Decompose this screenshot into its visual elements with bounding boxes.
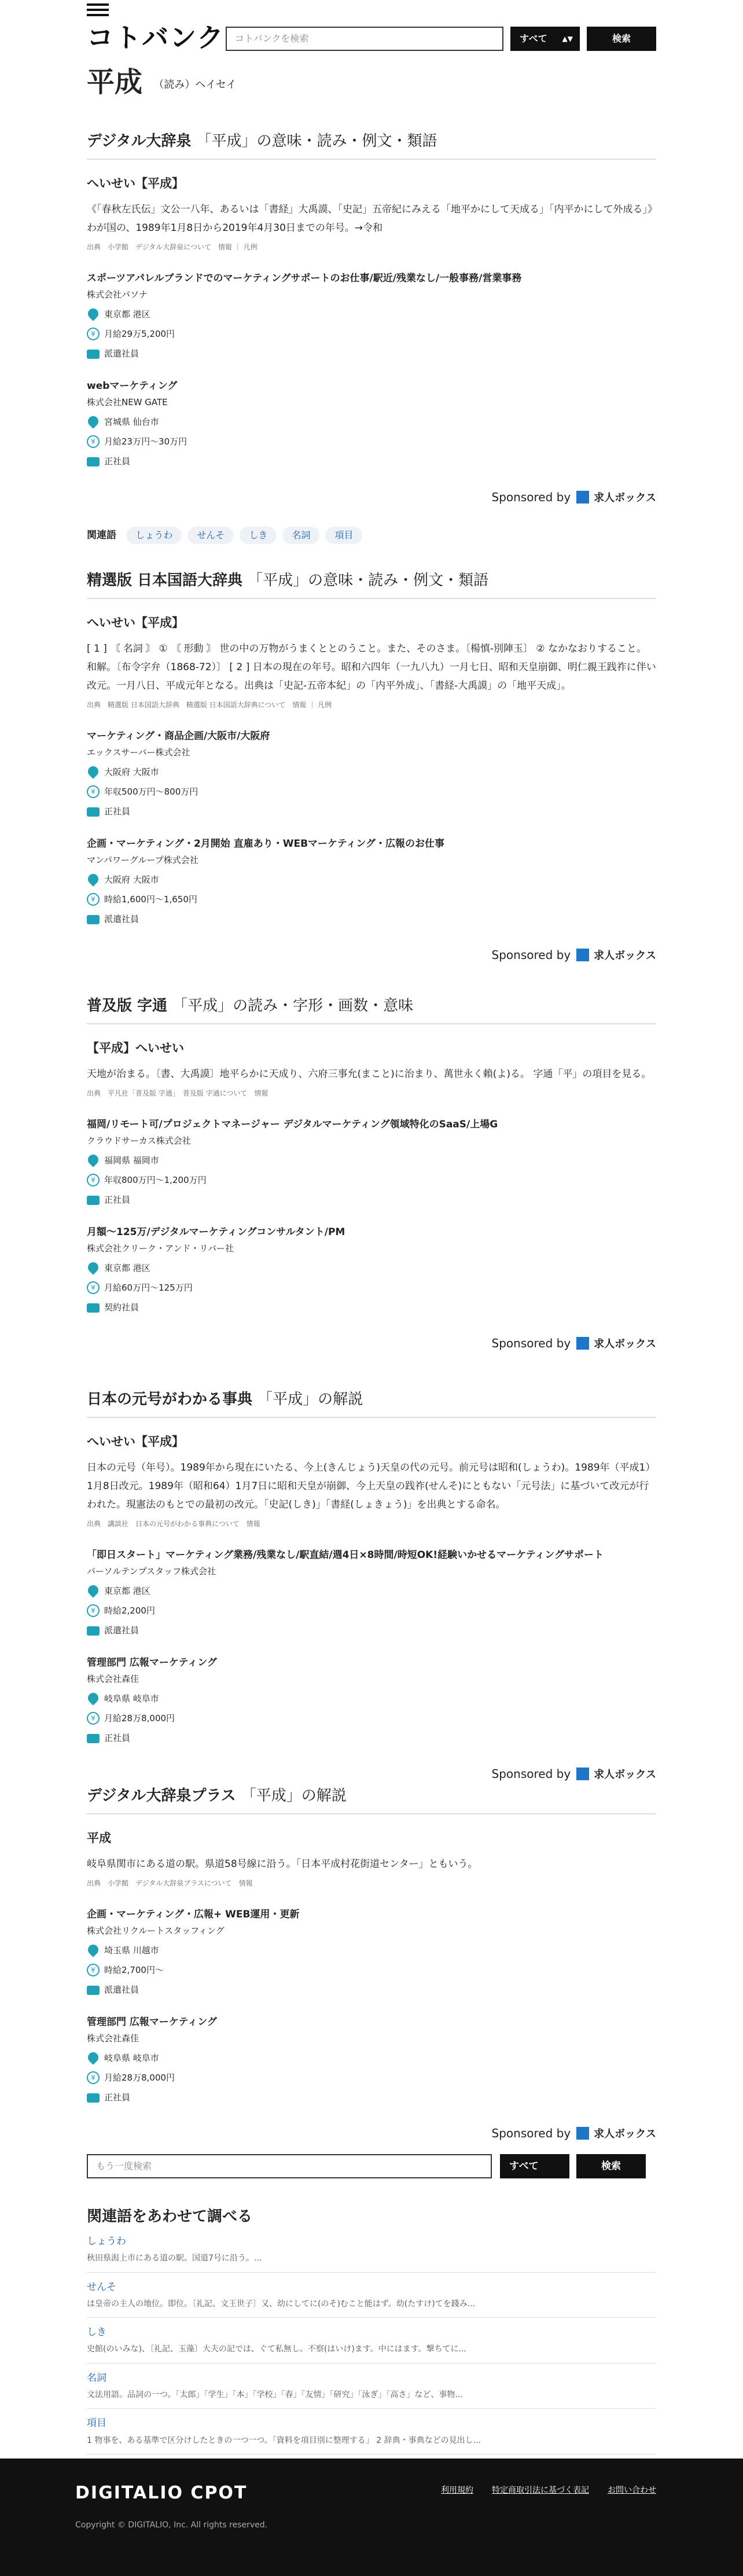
list-item[interactable] [87,2227,656,2273]
location-pin-icon [86,1691,100,1705]
location-pin-icon [86,2050,100,2064]
bottom-category-select[interactable]: すべて [500,2154,569,2178]
related-words-bar [87,527,656,544]
job-listing[interactable] [87,378,656,468]
header [87,22,656,57]
job-listing[interactable] [87,1906,656,1997]
see-also-term[interactable]: 項目 [87,2417,106,2430]
see-also-term[interactable]: しき [87,2327,106,2339]
job-listing[interactable] [87,1116,656,1207]
yen-icon: ¥ [87,1964,100,1976]
job-company: 株式会社リクルートスタッフィング [87,1925,225,1936]
job-pay: 年収800万円〜1,200万円 [104,1175,207,1186]
word-heading [87,65,236,100]
reading: （読み）ヘイセイ [153,79,237,91]
page-title: 平成 [87,66,143,98]
briefcase-icon [87,1986,100,1995]
dictionary-section [87,1389,656,1784]
yen-icon: ¥ [87,328,100,340]
sponsor [87,1334,656,1353]
job-pay: 時給2,200円 [104,1605,155,1616]
job-listing[interactable] [87,1547,656,1637]
entry-heading: 【平成】へいせい [87,1041,184,1055]
sponsor-brand[interactable]: 求人ボックス [594,950,656,962]
entry-source: 出典 小学館 デジタル大辞泉について 情報 ｜ 凡例 [87,243,258,251]
location-pin-icon [86,1942,100,1957]
sponsor-brand[interactable]: 求人ボックス [594,492,656,505]
section-source: デジタル大辞泉 [87,133,192,150]
section-title [87,1389,656,1418]
yen-icon: ¥ [87,1281,100,1294]
yen-icon: ¥ [87,893,100,906]
entry-heading: へいせい【平成】 [87,177,184,190]
job-title[interactable]: 福岡/リモート可/プロジェクトマネージャー デジタルマーケティング領域特化のSaaS/上場G [87,1119,498,1131]
job-location: 岐阜県 岐阜市 [104,2053,159,2064]
list-item[interactable] [87,2364,656,2409]
footer-link[interactable]: お問い合わせ [608,2486,656,2495]
section-subtitle: 「平成」の意味・読み・例文・類語 [248,572,489,589]
job-location: 福岡県 福岡市 [104,1155,159,1166]
section-subtitle: 「平成」の解説 [258,1391,363,1408]
see-also-desc: 1 物事を、ある基準で区分けしたときの一つ一つ。「資料を項目別に整理する」 2 辞典・事典などの見出し... [87,2435,481,2445]
briefcase-icon [87,2093,100,2103]
entry-body: [ 1 ] 〘 名詞 〙 ① 〘 形動 〙 世の中の万物がうまくととのうこと。また、そのさま。〔楊慎-別陣玉〕 ② なかなおりすること。和解。〔布令字弁（1868‐72）〕 [ 2 ] 日本の現在の年号。昭和六四年（一九八九）一月七日、昭和天皇崩御、明仁親王践祚に伴い改元。一月八日、平成元年となる。出典は「史記-五帝本紀」の「内平外成」、「書経-大禹謨」の「地平天成」。 [87,643,656,692]
dictionary-section [87,1785,656,2143]
job-listing[interactable] [87,836,656,926]
footer-logo: DIGITALIO CPOT [75,2483,248,2503]
job-location: 東京都 港区 [104,1263,150,1274]
related-chip[interactable]: 名詞 [282,527,319,544]
entry-source: 出典 平凡社「普及版 字通」 普及版 字通について 情報 [87,1089,268,1097]
entry-heading: へいせい【平成】 [87,1435,184,1449]
sponsor-label: Sponsored by [491,490,571,505]
section-title [87,570,656,599]
footer-link[interactable]: 利用規約 [441,2486,473,2495]
yen-icon: ¥ [87,1174,100,1186]
job-pay: 月給29万5,200円 [104,329,175,340]
location-pin-icon [86,414,100,428]
job-type: 正社員 [104,456,131,467]
job-location: 東京都 港区 [104,309,150,320]
job-title[interactable]: 月額〜125万/デジタルマーケティングコンサルタント/PM [87,1226,345,1239]
bottom-search-input[interactable]: もう一度検索 [87,2154,492,2178]
entry-source: 出典 精選版 日本国語大辞典 精選版 日本国語大辞典について 情報 ｜ 凡例 [87,701,332,709]
job-location: 岐阜県 岐阜市 [104,1693,159,1704]
job-type: 派遣社員 [104,1985,139,1996]
related-chip[interactable]: しょうわ [126,527,182,544]
related-chip[interactable]: しき [240,527,277,544]
job-company: 株式会社森佳 [87,1674,139,1685]
briefcase-icon [87,1303,100,1313]
menu-icon[interactable] [87,3,109,17]
entry-heading: 平成 [87,1831,111,1845]
sponsor-label: Sponsored by [491,1767,571,1781]
yen-icon: ¥ [87,2071,100,2084]
entry-body: 《「春秋左氏伝」文公一八年、あるいは「書経」大禹謨、「史記」五帝紀にみえる「地平かにして天成る」「内平かにして外成る」》わが国の、1989年1月8日から2019年4月30日までの年号。→令和 [87,204,653,234]
bottom-search [87,2154,656,2180]
see-also-term[interactable]: せんそ [87,2281,116,2293]
job-type: 正社員 [104,2092,131,2103]
chevron-updown-icon: ▲▼ [562,35,573,43]
briefcase-icon [87,915,100,924]
related-chip[interactable]: 項目 [325,527,362,544]
see-also-desc: 秋田県潟上市にある道の駅。国道7号に沿う。... [87,2254,262,2263]
job-company: クラウドサーカス株式会社 [87,1136,191,1146]
job-location: 埼玉県 川越市 [104,1945,159,1956]
job-listing[interactable] [87,728,656,818]
job-type: 正社員 [104,806,131,817]
briefcase-icon [87,1734,100,1743]
list-item[interactable] [87,2273,656,2318]
entry-heading: へいせい【平成】 [87,616,184,630]
briefcase-icon [87,807,100,817]
search-input[interactable]: コトバンクを検索 [226,27,503,51]
job-title[interactable]: 管理部門 広報マーケティング [87,1657,217,1669]
see-also-desc: は皇帝の主人の地位。即位。〔礼記、文王世子〕又、幼にしてに(のそ)むこと能はず。幼(たすけ)てを踐み... [87,2299,476,2309]
job-location: 大阪府 大阪市 [104,767,159,778]
job-type: 正社員 [104,1195,131,1206]
section-source: 精選版 日本国語大辞典 [87,572,243,589]
bottom-search-button[interactable]: 検索 [576,2154,646,2178]
job-title[interactable]: webマーケティング [87,380,178,392]
search-button[interactable]: 検索 [587,27,656,51]
kyujinbox-logo-icon [576,1337,589,1350]
location-pin-icon [86,764,100,778]
briefcase-icon [87,350,100,359]
job-pay: 月給23万円〜30万円 [104,436,187,447]
job-title[interactable]: スポーツアパレルブランドでのマーケティングサポートのお仕事/駅近/残業なし/一般事務/営業事務 [87,273,522,285]
kyujinbox-logo-icon [576,491,589,504]
dictionary-section [87,570,656,965]
sponsor-brand[interactable]: 求人ボックス [594,1338,656,1351]
copyright: Copyright © DIGITALIO, Inc. All rights reserved. [75,2520,268,2530]
location-pin-icon [86,1152,100,1167]
entry-body: 日本の元号（年号）。1989年から現在にいたる、今上(きんじょう)天皇の代の元号。前元号は昭和(しょうわ)。1989年（平成1）1月8日改元。1989年（昭和64）1月7日に昭和天皇が崩御、今上天皇の践祚(せんそ)にともない「元号法」に基づいて改元が行われた。現憲法のもとでの最初の改元。「史記(しき)」「書経(しょきょう)」を出典とする命名。 [87,1462,656,1511]
job-pay: 年収500万円〜800万円 [104,787,198,798]
category-select-label: すべて [520,33,547,44]
job-listing[interactable] [87,2014,656,2104]
see-also-term[interactable]: しょうわ [87,2236,126,2247]
job-pay: 月給28万8,000円 [104,2072,175,2083]
job-pay: 時給2,700円〜 [104,1965,164,1976]
yen-icon: ¥ [87,785,100,798]
category-select[interactable] [510,27,580,51]
sponsor-brand[interactable]: 求人ボックス [594,2128,656,2141]
job-company: 株式会社パソナ [87,289,148,300]
section-source: 日本の元号がわかる事典 [87,1391,253,1408]
section-subtitle: 「平成」の読み・字形・画数・意味 [172,997,414,1015]
sponsor [87,488,656,507]
see-also-desc: 文法用語。品詞の一つ。「太郎」「学生」「本」「学校」「春」「友情」「研究」「泳ぎ」「高さ」など、事物... [87,2390,463,2399]
section-subtitle: 「平成」の解説 [241,1787,347,1805]
kyujinbox-logo-icon [576,2127,589,2140]
job-listing[interactable] [87,1224,656,1314]
job-title[interactable]: 管理部門 広報マーケティング [87,2016,217,2029]
related-label: 関連語 [87,530,116,541]
job-pay: 時給1,600円〜1,650円 [104,894,197,905]
kyujinbox-logo-icon [576,949,589,961]
see-also-title: 関連語をあわせて調べる [87,2208,253,2225]
job-type: 派遣社員 [104,1625,139,1636]
entry-source: 出典 小学館 デジタル大辞泉プラスについて 情報 [87,1879,253,1887]
section-source: デジタル大辞泉プラス [87,1787,236,1805]
job-title[interactable]: 企画・マーケティング・広報+ WEB運用・更新 [87,1909,300,1921]
sponsor-label: Sponsored by [491,1336,571,1351]
see-also [87,2206,656,2454]
job-listing[interactable] [87,270,656,361]
job-pay: 月給60万円〜125万円 [104,1283,193,1293]
section-title [87,1785,656,1814]
sponsor [87,1765,656,1784]
job-company: 株式会社森佳 [87,2033,139,2044]
see-also-term[interactable]: 名詞 [87,2372,106,2384]
job-company: 株式会社NEW GATE [87,397,168,408]
entry-body: 天地が治まる。〔書、大禹謨〕地平らかに天成り、六府三事允(まこと)に治まり、萬世永く賴(よ)る。 字通「平」の項目を見る。 [87,1068,652,1080]
yen-icon: ¥ [87,1712,100,1725]
job-title[interactable]: マーケティング・商品企画/大阪市/大阪府 [87,730,270,743]
job-title[interactable]: 企画・マーケティング・2月開始 直雇あり・WEBマーケティング・広報のお仕事 [87,838,444,850]
job-location: 東京都 港区 [104,1586,150,1597]
location-pin-icon [86,306,100,321]
job-title[interactable]: 「即日スタート」マーケティング業務/残業なし/駅直結/週4日×8時間/時短OK!経験いかせるマーケティングサポート [87,1549,604,1561]
yen-icon: ¥ [87,435,100,448]
sponsor-label: Sponsored by [491,948,571,962]
list-item[interactable] [87,2409,656,2454]
dictionary-section [87,131,656,507]
job-listing[interactable] [87,1655,656,1745]
job-type: 派遣社員 [104,914,139,925]
job-pay: 月給28万8,000円 [104,1713,175,1724]
dictionary-section [87,995,656,1353]
yen-icon: ¥ [87,1604,100,1617]
sponsor-label: Sponsored by [491,2126,571,2141]
list-item[interactable] [87,2318,656,2364]
section-subtitle: 「平成」の意味・読み・例文・類語 [196,133,437,150]
location-pin-icon [86,872,100,886]
location-pin-icon [86,1260,100,1274]
footer-link[interactable]: 特定商取引法に基づく表記 [492,2486,589,2495]
job-type: 派遣社員 [104,348,139,359]
job-company: マンパワーグループ株式会社 [87,855,198,866]
entry-source: 出典 講談社 日本の元号がわかる事典について 情報 [87,1520,260,1528]
briefcase-icon [87,1626,100,1636]
briefcase-icon [87,1196,100,1205]
briefcase-icon [87,457,100,466]
job-type: 正社員 [104,1733,131,1744]
section-source: 普及版 字通 [87,997,168,1015]
location-pin-icon [86,1583,100,1597]
job-location: 宮城県 仙台市 [104,417,159,428]
job-company: 株式会社クリーク・アンド・リバー社 [87,1243,234,1254]
job-company: エックスサーバー株式会社 [87,747,190,758]
section-title [87,131,656,160]
sponsor [87,946,656,965]
sponsor [87,2124,656,2143]
entry-body: 岐阜県関市にある道の駅。県道58号線に沿う。「日本平成村花街道センター」ともいう。 [87,1858,478,1870]
sponsor-brand[interactable]: 求人ボックス [594,1769,656,1781]
site-logo[interactable]: コトバンク [87,22,225,53]
job-location: 大阪府 大阪市 [104,874,159,885]
see-also-desc: 史館(のいみな)、〔礼記、玉藻〕大夫の記では、ぐて私無し。不察(はいけ)ます。中にはます。撃ちてに... [87,2345,466,2354]
section-title [87,995,656,1024]
related-chip[interactable]: せんそ [187,527,234,544]
job-type: 契約社員 [104,1302,139,1313]
kyujinbox-logo-icon [576,1767,589,1780]
job-company: パーソルテンプスタッフ株式会社 [87,1566,216,1577]
footer [0,2459,743,2576]
